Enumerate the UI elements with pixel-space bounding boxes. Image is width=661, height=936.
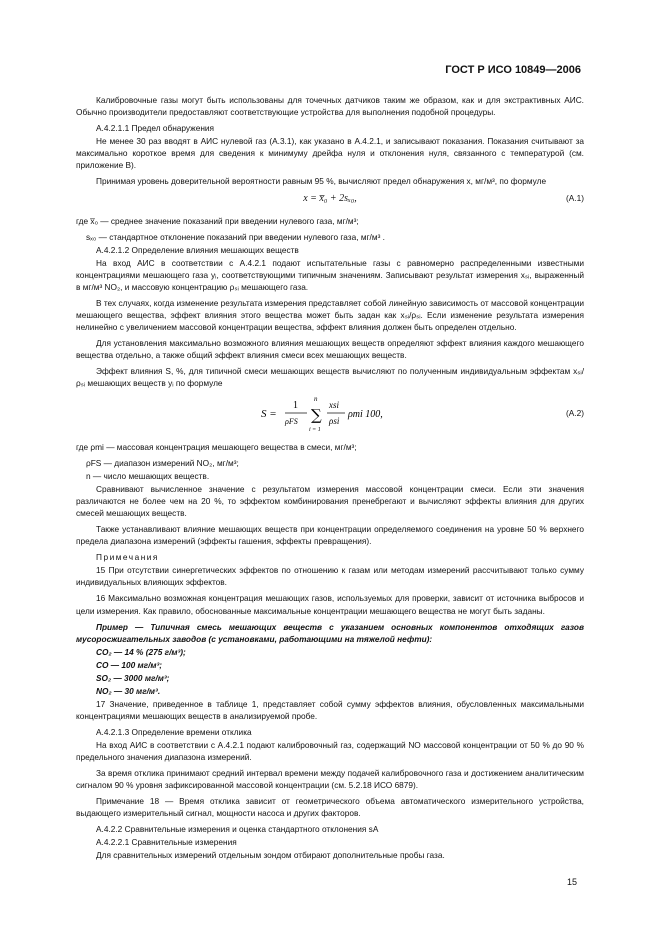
formula-psi: ρsi: [329, 416, 340, 427]
formula-denominator: ρFS: [285, 417, 298, 427]
formula-a1: [76, 192, 584, 210]
paragraph: Эффект влияния S, %, для типичной смеси мешающих веществ вычисляют по полученным индивидуальным эффектам xₛᵢ/ρₛᵢ мешающих веществ yᵢ по формуле: [76, 366, 584, 389]
paragraph: Для сравнительных измерений отдельным зондом отбирают дополнительные пробы газа.: [96, 849, 445, 860]
sum-upper: n: [314, 395, 318, 404]
formula-lhs: S =: [261, 408, 277, 421]
paragraph: Также устанавливают влияние мешающих веществ при концентрации определяемого соединения на уровне 50 % верхнего предела диапазона измерений (эффекты гашения, эффекты превращения).: [76, 524, 584, 547]
example-item: CO₂ — 14 % (275 г/м³);: [96, 646, 186, 657]
definition: n — число мешающих веществ.: [86, 471, 210, 482]
paragraph: Калибровочные газы могут быть использованы для точечных датчиков таким же образом, как и для экстрактивных АИС. Обычно производители предоставляют соответствующие устройства для выполнения подобной процедуры.: [76, 95, 584, 118]
section-heading: А.4.2.1.1 Предел обнаружения: [96, 123, 215, 134]
example-item: SO₂ — 3000 мг/м³;: [96, 672, 170, 683]
page-content: [76, 94, 584, 865]
document-header: ГОСТ Р ИСО 10849—2006: [445, 64, 581, 76]
example-block: [76, 621, 584, 697]
note: 16 Максимально возможная концентрация мешающих газов, используемых для проверки, зависит от источника выбросов и цели измерения. Как правило, обоснованные максимальные концентрации мешающего вещества не могут быть заданы.: [76, 593, 584, 616]
paragraph: В тех случаях, когда изменение результата измерения представляет собой линейную зависимость от массовой концентрации мешающего вещества, эффект влияния этого вещества может быть задан как xₛᵢ/ρₛᵢ. Если изменение результата измерения нелинейно с увеличением массовой концентрации вещества, эффект влияния должен быть определен отдельно.: [76, 298, 584, 333]
section-heading: А.4.2.2.1 Сравнительные измерения: [96, 836, 237, 847]
formula-tail: ρmi 100,: [348, 409, 383, 421]
example-title: Пример — Типичная смесь мешающих веществ с указанием основных компонентов отходящих газов мусоросжигательных заводов (с установками, работающими на тяжелой нефти):: [76, 621, 584, 644]
paragraph: Не менее 30 раз вводят в АИС нулевой газ (А.3.1), как указано в А.4.2.1, и записывают показания. Показания считывают за максимально короткое время для сведения к минимуму дрейфа нуля и отклонения нуля, связанного с температурой (см. приложение В).: [76, 136, 584, 171]
definition: sₓ₀ — стандартное отклонение показаний при введении нулевого газа, мг/м³ .: [86, 232, 385, 243]
paragraph: На вход АИС в соответствии с А.4.2.1 подают калибровочный газ, содержащий NO массовой концентрации от 50 % до 90 % предельного значения диапазона измерений.: [76, 739, 584, 762]
definition: ρFS — диапазон измерений NO₂, мг/м³;: [86, 458, 239, 469]
formula-xsi: xsi: [329, 400, 339, 411]
formula-a2: [76, 393, 584, 437]
example-item: NO₂ — 30 мг/м³.: [96, 685, 161, 696]
paragraph: Сравнивают вычисленное значение с результатом измерения массовой концентрации смеси. Если эти значения различаются не более чем на 20 %, то эффектом комбинирования пренебрегают и вычисляют эффекты влияния для других смесей мешающих веществ.: [76, 484, 584, 519]
formula-number: (А.2): [566, 408, 584, 419]
note: 15 При отсутствии синергетических эффектов по отношению к газам или методам измерений рассчитывают только сумму индивидуальных влияющих эффектов.: [76, 565, 584, 588]
note: 17 Значение, приведенное в таблице 1, представляет собой сумму эффектов влияния, обусловленных максимальными концентрациями мешающих веществ в анализируемой пробе.: [76, 698, 584, 721]
paragraph: Для установления максимально возможного влияния мешающих веществ определяют эффект влияния каждого мешающего вещества отдельно, а также общий эффект влияния смеси всех мешающих веществ.: [76, 338, 584, 361]
definition: где x̅₀ — среднее значение показаний при введении нулевого газа, мг/м³;: [76, 216, 359, 227]
notes-heading: Примечания: [96, 552, 159, 563]
paragraph: Принимая уровень доверительной вероятности равным 95 %, вычисляют предел обнаружения x, мг/м³, по формуле: [96, 176, 547, 187]
paragraph: За время отклика принимают средний интервал времени между подачей калибровочного газа и достижением аналитическим сигналом 90 % уровня зафиксированной массовой концентрации (см. 5.2.18 ИСО 6879).: [76, 767, 584, 790]
paragraph: На вход АИС в соответствии с А.4.2.1 подают испытательные газы с равномерно распределенными известными концентрациями мешающего газа yᵢ, соответствующими типичным значениям. Записывают результат измерения xₛᵢ, выраженный в мг/м³ NO₂, и массовую концентрацию ρₛᵢ мешающего газа.: [76, 258, 584, 293]
sum-icon: ∑: [311, 406, 322, 425]
formula-numerator: 1: [293, 400, 298, 412]
note: Примечание 18 — Время отклика зависит от геометрического объема автоматического измерительного устройства, выдающего измерительный сигнал, мощности насоса и других факторов.: [76, 795, 584, 818]
example-item: CO — 100 мг/м³;: [96, 659, 163, 670]
formula-expression: x = x̅₀ + 2sₓ₀,: [303, 193, 357, 205]
section-heading: А.4.2.2 Сравнительные измерения и оценка стандартного отклонения sA: [96, 823, 379, 834]
sum-lower: i = 1: [309, 427, 321, 434]
definition: где ρmi — массовая концентрация мешающего вещества в смеси, мг/м³;: [76, 442, 357, 453]
section-heading: А.4.2.1.2 Определение влияния мешающих веществ: [96, 245, 299, 256]
page-number: 15: [566, 877, 577, 887]
formula-a2-graphic: [261, 393, 421, 437]
section-heading: А.4.2.1.3 Определение времени отклика: [96, 726, 252, 737]
formula-number: (А.1): [566, 193, 584, 204]
